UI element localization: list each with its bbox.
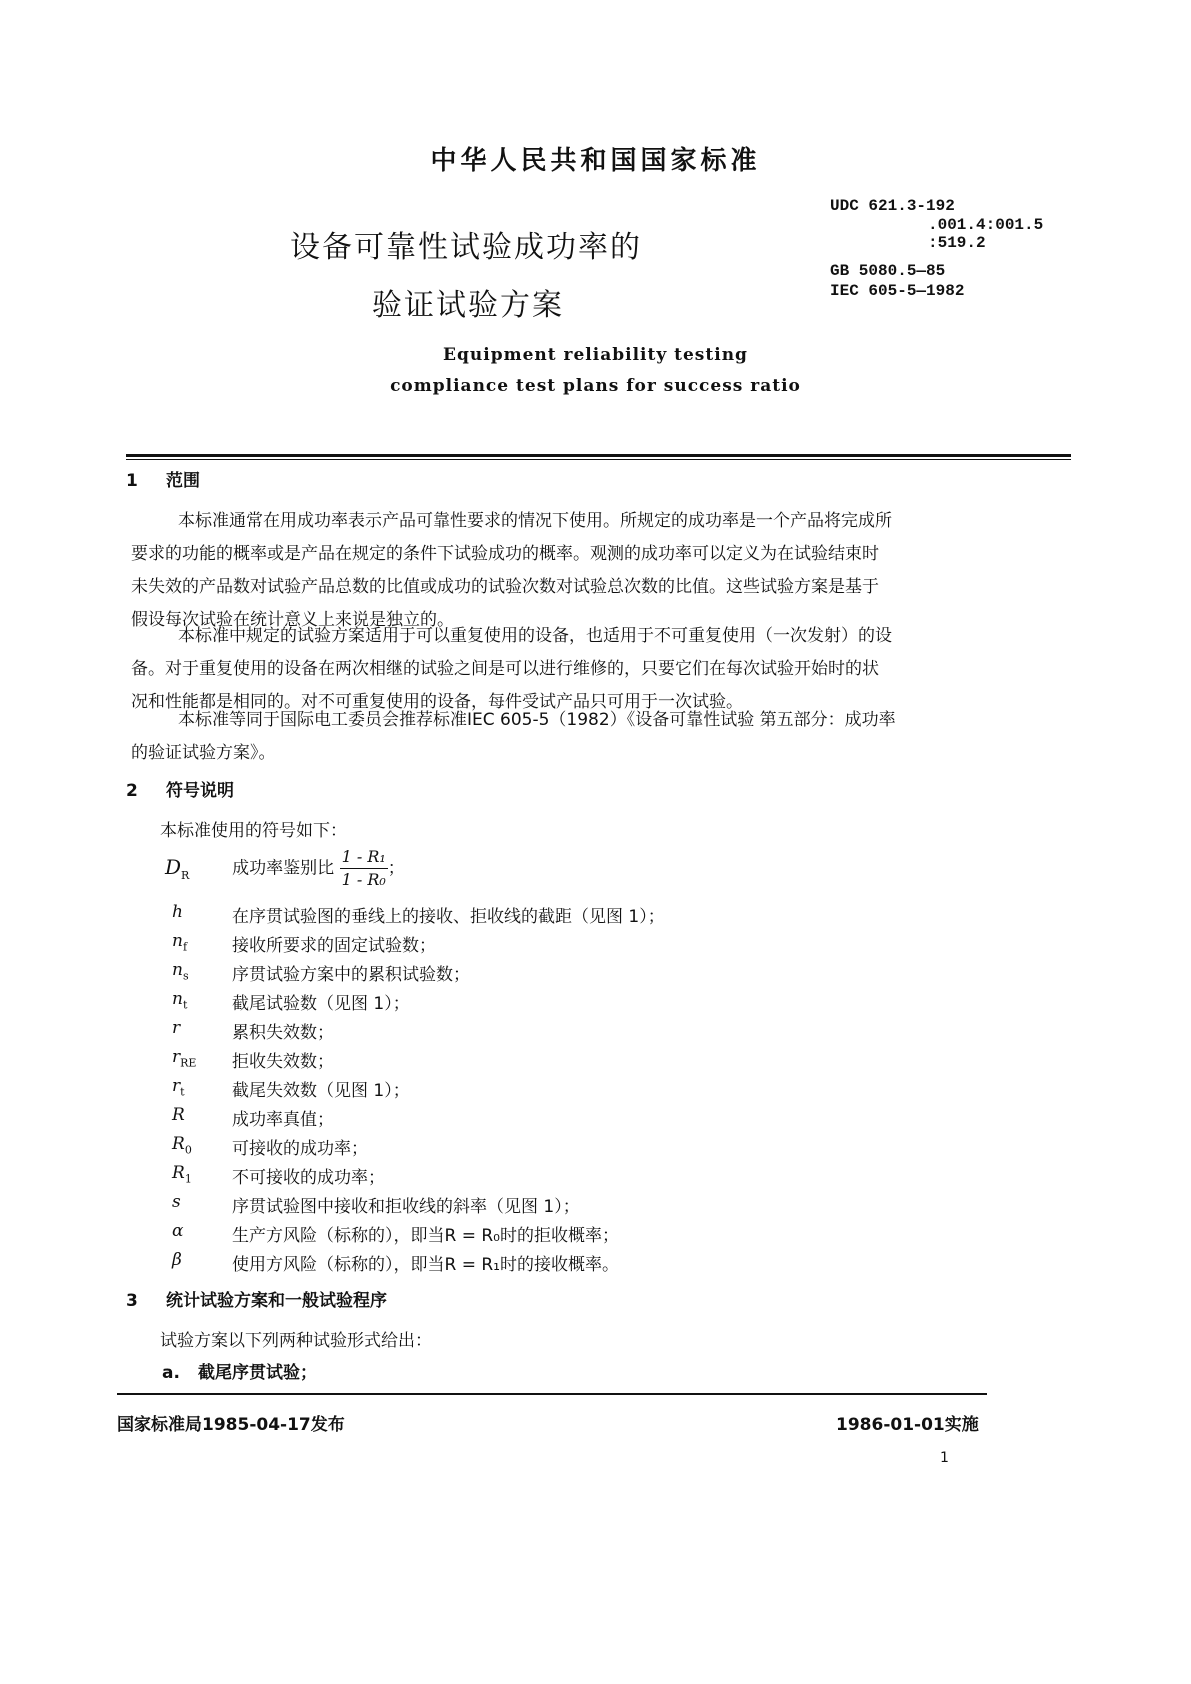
- english-title-line-1: Equipment reliability testing: [443, 345, 748, 365]
- section-1-paragraph-3: [0, 704, 1191, 770]
- symbol-6: $r_{RE}$: [172, 1047, 197, 1070]
- symbol-dr-description: 成功率鉴别比: [232, 858, 335, 879]
- symbol-description: 接收所要求的固定试验数；: [232, 936, 436, 956]
- symbol-2: $n_f$: [172, 931, 188, 954]
- text-line: 况和性能都是相同的。对不可重复使用的设备，每件受试产品只可用于一次试验。: [131, 692, 743, 712]
- symbol-1: h: [172, 902, 183, 922]
- symbol-dr-row: $D_R$ 成功率鉴别比 $\frac{\text{1 - R₁}}{\text{1 - R₀}}$ ；: [165, 847, 405, 889]
- text-line: 的验证试验方案》。: [131, 743, 276, 763]
- symbol-12: α: [172, 1221, 184, 1241]
- list-item-a: [162, 1358, 317, 1383]
- text-line: 本标准通常在用成功率表示产品可靠性要求的情况下使用。所规定的成功率是一个产品将完成所: [178, 511, 892, 531]
- symbol-5: r: [172, 1018, 181, 1038]
- section-title: 符号说明: [166, 781, 234, 801]
- implementation-date: 1986-01-01实施: [836, 1415, 979, 1435]
- section-2-heading: [126, 776, 234, 801]
- section-1-heading: [126, 466, 200, 491]
- text-line: 假设每次试验在统计意义上来说是独立的。: [131, 610, 454, 630]
- section-title: 统计试验方案和一般试验程序: [166, 1291, 387, 1311]
- header-rule-thin: [126, 459, 1071, 460]
- list-item-text: 截尾序贯试验；: [198, 1363, 317, 1383]
- issuing-country: 中华人民共和国国家标准: [430, 146, 761, 176]
- page-number: 1: [940, 1450, 949, 1466]
- section-number: 3: [126, 1291, 138, 1311]
- publication-date: 国家标准局1985-04-17发布: [117, 1415, 345, 1435]
- symbol-7: $r_t$: [172, 1076, 185, 1099]
- symbol-3: $n_s$: [172, 960, 189, 983]
- gb-code: GB 5080.5—85: [830, 262, 946, 280]
- symbol-description: 成功率真值；: [232, 1110, 334, 1130]
- title-line-2: 验证试验方案: [372, 288, 564, 323]
- symbol-description: 在序贯试验图的垂线上的接收、拒收线的截距（见图 1）；: [232, 907, 665, 927]
- section-1-paragraph-1: [0, 505, 1191, 637]
- fraction-denominator: 1 - R₀: [341, 870, 386, 889]
- symbol-10: $R_1$: [172, 1163, 192, 1186]
- symbol-8: R: [172, 1105, 185, 1125]
- title-line-1: 设备可靠性试验成功率的: [290, 230, 642, 265]
- text-line: 本标准中规定的试验方案适用于可以重复使用的设备，也适用于不可重复使用（一次发射）的设: [178, 626, 892, 646]
- symbol-9: $R_0$: [172, 1134, 192, 1157]
- udc-code-cont-1: .001.4:001.5: [928, 216, 1044, 234]
- list-item-label: a.: [162, 1363, 180, 1383]
- symbol-description: 截尾试验数（见图 1）；: [232, 994, 410, 1014]
- section-3-heading: [126, 1286, 387, 1311]
- symbol-description: 可接收的成功率；: [232, 1139, 368, 1159]
- section-number: 1: [126, 471, 138, 491]
- text-line: 本标准等同于国际电工委员会推荐标准IEC 605-5（1982）《设备可靠性试验 第五部分：成功率: [178, 710, 896, 730]
- symbol-dr: $D_R$: [165, 854, 190, 882]
- text-line: 要求的功能的概率或是产品在规定的条件下试验成功的概率。观测的成功率可以定义为在试验结束时: [131, 544, 879, 564]
- text-line: 备。对于重复使用的设备在两次相继的试验之间是可以进行维修的，只要它们在每次试验开始时的状: [131, 659, 879, 679]
- symbol-description: 使用方风险（标称的），即当R = R₁时的接收概率。: [232, 1255, 619, 1275]
- section-title: 范围: [166, 471, 200, 491]
- udc-code: UDC 621.3-192: [830, 197, 955, 215]
- section-number: 2: [126, 781, 138, 801]
- text-line: 未失效的产品数对试验产品总数的比值或成功的试验次数对试验总次数的比值。这些试验方案是基于: [131, 577, 879, 597]
- symbol-description: 累积失效数；: [232, 1023, 334, 1043]
- symbol-description: 序贯试验方案中的累积试验数；: [232, 965, 470, 985]
- iec-code: IEC 605-5—1982: [830, 282, 965, 300]
- fraction-numerator: 1 - R₁: [340, 846, 388, 869]
- symbol-description: 生产方风险（标称的），即当R = R₀时的拒收概率；: [232, 1226, 619, 1246]
- symbol-4: $n_t$: [172, 989, 188, 1012]
- udc-code-cont-2: :519.2: [928, 234, 986, 252]
- discrimination-ratio-fraction: [340, 846, 388, 891]
- symbol-11: s: [172, 1192, 181, 1212]
- symbol-description: 序贯试验图中接收和拒收线的斜率（见图 1）；: [232, 1197, 580, 1217]
- symbol-description: 拒收失效数；: [232, 1052, 334, 1072]
- section-3-intro: 试验方案以下列两种试验形式给出：: [160, 1331, 432, 1351]
- symbol-description: 不可接收的成功率；: [232, 1168, 385, 1188]
- symbol-description: 截尾失效数（见图 1）；: [232, 1081, 410, 1101]
- english-title-line-2: compliance test plans for success ratio: [390, 376, 801, 396]
- symbols-intro: 本标准使用的符号如下：: [160, 821, 347, 841]
- symbol-13: β: [172, 1250, 182, 1270]
- footer-rule: [117, 1393, 987, 1395]
- header-rule: [126, 454, 1071, 457]
